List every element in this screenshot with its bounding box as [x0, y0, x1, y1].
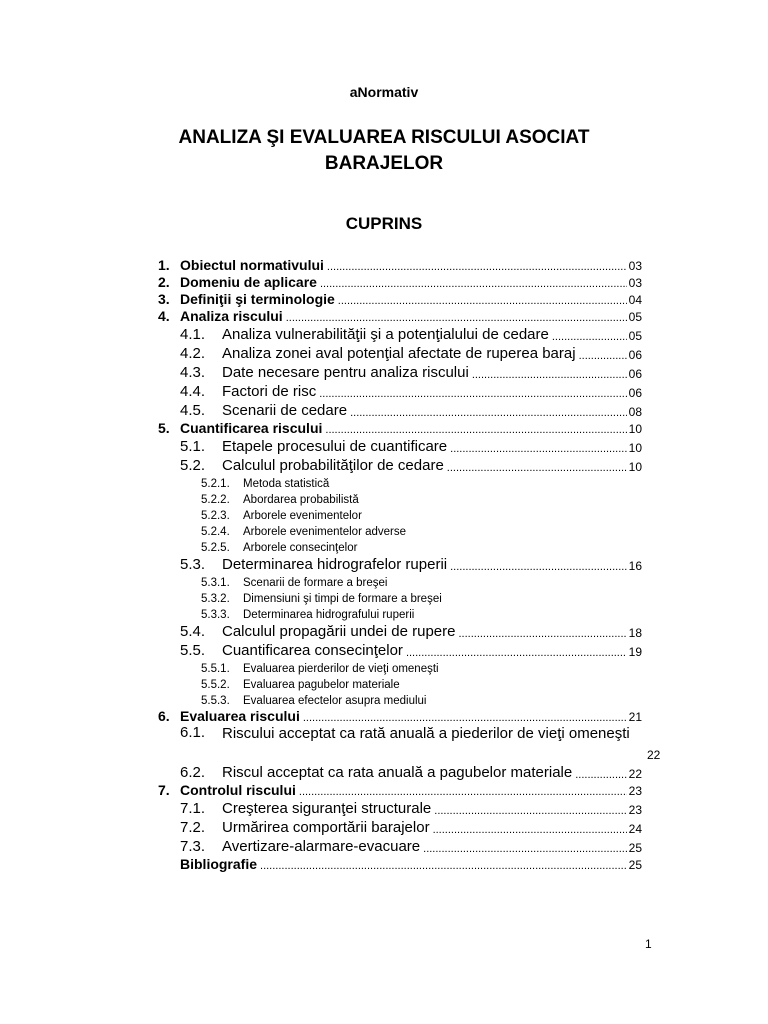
toc-entry-page: 25: [628, 858, 642, 872]
toc-leader-dots: [430, 824, 627, 836]
toc-entry-label: Urmărirea comportării barajelor: [222, 819, 430, 836]
toc-entry-number: 4.2.: [180, 345, 206, 362]
toc-entry-page: 25: [628, 841, 642, 855]
toc-entry: [158, 605, 642, 621]
title-line-1: ANALIZA ŞI EVALUAREA RISCULUI ASOCIAT: [178, 127, 590, 148]
toc-entry: [158, 307, 642, 324]
toc-entry-label: Metoda statistică: [243, 478, 330, 490]
toc-entry-number: 6.: [158, 708, 170, 724]
toc-leader-dots: [431, 805, 626, 817]
toc-entry-page: 23: [628, 784, 642, 798]
toc-entry-label: Domeniu de aplicare: [180, 274, 317, 290]
toc-entry-number: 7.2.: [180, 819, 206, 836]
toc-entry-number: 5.2.: [180, 457, 206, 474]
toc-entry-number: 5.2.3.: [201, 510, 230, 522]
toc-entry-label: Cuantificarea consecinţelor: [222, 642, 403, 659]
toc-entry: [158, 381, 642, 400]
toc-entry-number: 5.2.1.: [201, 478, 230, 490]
toc-entry-label: Bibliografie: [180, 856, 258, 872]
toc-entry-label: Riscul acceptat ca rata anuală a pagubelor materiale: [222, 764, 573, 781]
toc-entry-number: 5.2.4.: [201, 526, 230, 538]
toc-entry-label: Avertizare-alarmare-evacuare: [222, 838, 421, 855]
toc-leader-dots: [420, 843, 627, 855]
toc-entry-number: 3.: [158, 291, 170, 307]
toc-entry-page: 18: [628, 626, 642, 640]
toc-entry-number: 4.1.: [180, 326, 206, 343]
toc-entry-page: 24: [628, 822, 642, 836]
toc-entry-label: Obiectul normativului: [180, 257, 324, 273]
toc-entry-page: 21: [628, 710, 642, 724]
toc-entry-label: Arborele evenimentelor: [243, 510, 362, 522]
toc-entry: [158, 691, 642, 707]
toc-entry-page: 06: [628, 386, 642, 400]
toc-entry: [158, 798, 642, 817]
toc-leader-dots: [455, 628, 626, 640]
toc-entry-label: Calculul propagării undei de rupere: [222, 623, 456, 640]
toc-entry-number: 5.5.2.: [201, 679, 230, 691]
toc-entry-label: Factori de risc: [222, 383, 317, 400]
toc-entry-number: 5.5.: [180, 642, 206, 659]
toc-leader-dots: [347, 407, 627, 419]
toc-entry-number: 5.3.1.: [201, 577, 230, 589]
toc-entry: [158, 506, 642, 522]
toc-entry: [158, 362, 642, 381]
toc-entry: [158, 436, 642, 455]
toc-entry-label: Scenarii de cedare: [222, 402, 348, 419]
toc-entry-number: 5.5.3.: [201, 695, 230, 707]
title-line-2: BARAJELOR: [324, 153, 444, 174]
toc-entry-label: Creşterea siguranţei structurale: [222, 800, 432, 817]
toc-entry-page: 22: [628, 767, 642, 781]
toc-leader-dots: [257, 860, 627, 872]
toc-entry: [158, 817, 642, 836]
toc-entry-label: Evaluarea efectelor asupra mediului: [243, 695, 427, 707]
toc-entry-number: 7.1.: [180, 800, 206, 817]
toc-entry-label: Arborele evenimentelor adverse: [243, 526, 407, 538]
toc-entry-page: 03: [628, 276, 642, 290]
toc-entry: [158, 621, 642, 640]
toc-entry: [158, 400, 642, 419]
toc-leader-dots: [316, 388, 626, 400]
toc-entry: [158, 554, 642, 573]
toc-leader-dots: [283, 312, 627, 324]
toc-entry-label: Dimensiuni şi timpi de formare a breşei: [243, 593, 442, 605]
toc-entry-number: 7.: [158, 782, 170, 798]
toc-entry: [158, 707, 642, 724]
toc-entry-page: 10: [628, 460, 642, 474]
toc-entry-number: 5.1.: [180, 438, 206, 455]
toc-leader-dots: [447, 443, 627, 455]
toc-entry: [158, 490, 642, 506]
toc-entry-number: 4.: [158, 308, 170, 324]
toc-entry-number: 1.: [158, 257, 170, 273]
toc-entry: [158, 724, 661, 762]
toc-entry: [158, 589, 642, 605]
toc-entry: [158, 522, 642, 538]
toc-entry-page: 19: [628, 645, 642, 659]
toc-leader-dots: [322, 424, 626, 436]
toc-leader-dots: [444, 462, 627, 474]
toc-heading: CUPRINS: [345, 214, 423, 233]
toc-entry: [158, 762, 642, 781]
document-header: aNormativ: [349, 84, 419, 100]
toc-entry: [158, 781, 642, 798]
toc-entry-number: 5.3.: [180, 556, 206, 573]
toc-entry-label: Analiza riscului: [180, 308, 283, 324]
toc-entry-number: 5.4.: [180, 623, 206, 640]
toc-leader-dots: [403, 647, 627, 659]
toc-entry: [158, 675, 642, 691]
toc-entry-label: Definiţii şi terminologie: [180, 291, 335, 307]
toc-entry-number: 7.3.: [180, 838, 206, 855]
toc-entry: [158, 640, 642, 659]
toc-entry-label: Determinarea hidrografului ruperii: [243, 609, 415, 621]
toc-entry-page: 03: [628, 259, 642, 273]
toc-entry-label: Analiza zonei aval potenţial afectate de ruperea baraj: [222, 345, 576, 362]
toc-entry: [158, 419, 642, 436]
toc-entry-label: Abordarea probabilistă: [243, 494, 359, 506]
toc-entry-page: 10: [628, 422, 642, 436]
toc-entry: [158, 538, 642, 554]
toc-entry-number: 5.: [158, 420, 170, 436]
toc-leader-dots: [335, 295, 627, 307]
toc-entry-label: Evaluarea pagubelor materiale: [243, 679, 400, 691]
page-number: 1: [645, 937, 652, 951]
toc-entry: [158, 855, 642, 872]
toc-leader-dots: [300, 712, 627, 724]
toc-leader-dots: [469, 369, 627, 381]
toc-entry: [158, 573, 642, 589]
toc-entry: [158, 343, 642, 362]
toc-entry-label: Arborele consecinţelor: [243, 542, 358, 554]
toc-entry: [158, 836, 642, 855]
toc-entry-label: Evaluarea pierderilor de vieţi omeneşti: [243, 663, 439, 675]
toc-entry-number: 5.2.5.: [201, 542, 230, 554]
toc-entry-label: Evaluarea riscului: [180, 708, 300, 724]
toc-entry: [158, 256, 642, 273]
toc-entry-page: 05: [628, 329, 642, 343]
toc-entry-label: Determinarea hidrografelor ruperii: [222, 556, 448, 573]
toc-entry-number: 5.2.2.: [201, 494, 230, 506]
toc-entry-page: 16: [628, 559, 642, 573]
toc-entry-page: 10: [628, 441, 642, 455]
toc-leader-dots: [572, 769, 626, 781]
toc-entry-page: 05: [628, 310, 642, 324]
toc-entry-number: 5.5.1.: [201, 663, 230, 675]
toc-entry: [158, 474, 642, 490]
toc-leader-dots: [317, 278, 627, 290]
toc-entry: [158, 455, 642, 474]
toc-entry-number: 5.3.3.: [201, 609, 230, 621]
toc-leader-dots: [324, 261, 627, 273]
toc-entry-number: 6.1.: [180, 724, 206, 741]
toc-entry-number: 4.3.: [180, 364, 206, 381]
toc-leader-dots: [549, 331, 627, 343]
table-of-contents: [158, 256, 661, 872]
toc-entry-number: 6.2.: [180, 764, 206, 781]
toc-entry-page: 08: [628, 405, 642, 419]
document-title: [0, 125, 768, 177]
toc-entry-page: 06: [628, 367, 642, 381]
toc-entry-page: 22: [647, 748, 661, 762]
toc-entry-label: Analiza vulnerabilităţii şi a potenţialului de cedare: [222, 326, 549, 343]
toc-entry-label: Calculul probabilităţilor de cedare: [222, 457, 444, 474]
toc-entry-label: Riscului acceptat ca rată anuală a piederilor de vieţi omeneşti: [222, 725, 630, 742]
toc-entry: [158, 273, 642, 290]
toc-entry-label: Cuantificarea riscului: [180, 420, 323, 436]
toc-entry-number: 2.: [158, 274, 170, 290]
toc-entry-number: 4.4.: [180, 383, 206, 400]
toc-entry-number: 4.5.: [180, 402, 206, 419]
toc-entry: [158, 290, 642, 307]
toc-entry-page: 23: [628, 803, 642, 817]
toc-entry: [158, 324, 642, 343]
toc-entry-label: Controlul riscului: [180, 782, 296, 798]
toc-leader-dots: [447, 561, 627, 573]
toc-entry: [158, 659, 642, 675]
toc-leader-dots: [296, 786, 627, 798]
toc-entry-number: 5.3.2.: [201, 593, 230, 605]
toc-entry-page: 04: [628, 293, 642, 307]
toc-entry-label: Scenarii de formare a breşei: [243, 577, 388, 589]
toc-entry-page: 06: [628, 348, 642, 362]
toc-entry-label: Etapele procesului de cuantificare: [222, 438, 448, 455]
toc-leader-dots: [576, 350, 627, 362]
toc-entry-label: Date necesare pentru analiza riscului: [222, 364, 469, 381]
